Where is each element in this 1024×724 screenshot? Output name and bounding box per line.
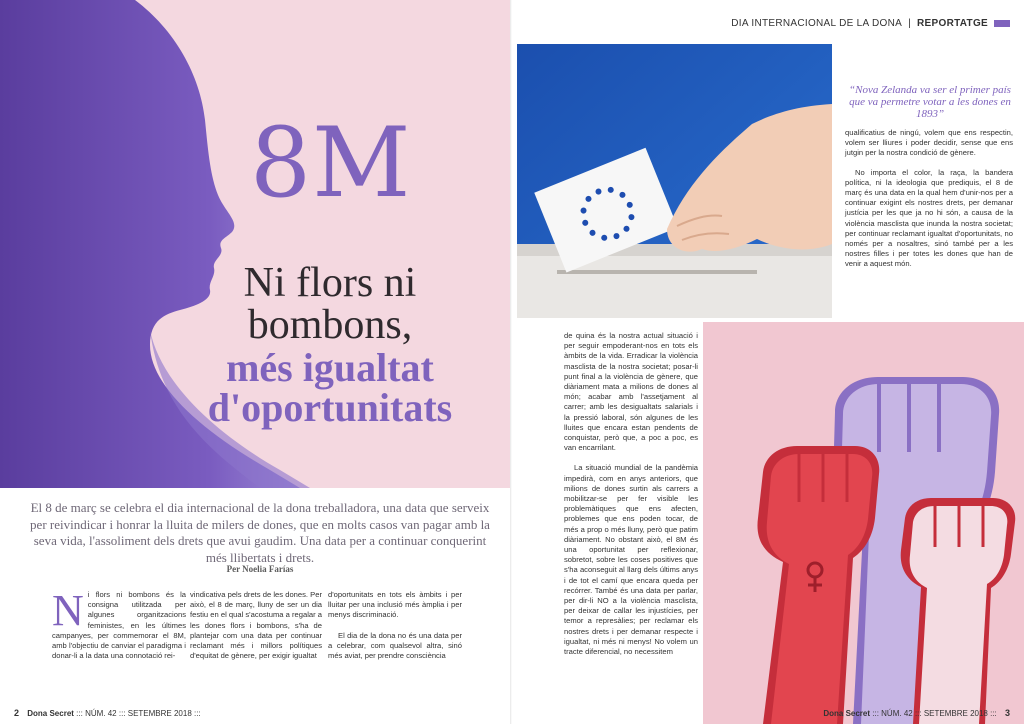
drop-cap: N	[52, 586, 84, 635]
column-2-text: vindicativa pels drets de les dones. Per això, el 8 de març, lluny de ser un dia festiu en el qual s'acostuma a regalar a les dones flors i bombons, s'ha de plantejar com una data per continuar reclamant més i millors polítiques d'equitat de gènere, per exigir igualtat	[190, 590, 322, 661]
text-column-2	[190, 590, 322, 661]
fists-image	[703, 322, 1024, 724]
column-right-top-text: qualificatius de ningú, volem que ens respectin, volem ser lliures i poder decidir, sense que ens jutgin per la nostra condició de gènere.	[845, 128, 1013, 158]
section-header: DIA INTERNACIONAL DE LA DONA | REPORTATGE	[731, 18, 1010, 29]
page-number: 2	[14, 708, 20, 718]
text-column-3	[328, 590, 462, 661]
hero-illustration	[0, 0, 512, 488]
footer-brand: Dona Secret	[27, 709, 74, 718]
footer-brand: Dona Secret	[823, 709, 871, 718]
title-line-1: Ni flors ni	[243, 260, 417, 306]
article-title	[180, 262, 480, 428]
title-line-2: bombons,	[247, 302, 413, 348]
event-title: 8M	[250, 107, 412, 219]
raised-fists-illustration	[703, 322, 1024, 724]
title-line-4: d'oportunitats	[207, 385, 453, 430]
column-right-top-text-2: No importa el color, la raça, la bandera política, ni la ideologia que prediquis, el 8 de març és una data en la qual hem d'unir-nos per a continuar exigint els nostres drets, per demanar justícia per les que ja no hi són, a causa de la violència masclista que inunda la nostra societat; per continuar reclamant igualtat d'oportunitats, no només per a nosaltres, sinó també per a les nostres filles i per totes les dones que han de venir a aquest món.	[845, 167, 1013, 269]
column-middle-text-1: de quina és la nostra actual situació i per seguir empoderant-nos en tots els àmbits de la vida. Erradicar la violència masclista de la nostra societat; posar-li punt final a la violència de gènere, que diàriament mata a milions de dones al món; acabar amb l'assetjament al carrer; amb les desigualtats salarials i la pressió laboral, són algunes de les lluites que encara estan pendents de conquistar, però que, a poc a poc, es van encarrilant.	[564, 331, 698, 453]
footer-left	[14, 708, 201, 718]
column-1-text: i flors ni bombons és la consigna utilitzada per algunes organitzacions feministes, en les últimes campanyes, per commemorar el 8M, amb l'objectiu de canviar el paradigma i donar-li a la data una connotació rei-	[52, 590, 186, 661]
ballot-photo	[517, 44, 832, 318]
author-byline: Per Noelia Farías	[226, 564, 294, 574]
column-3-text-a: d'oportunitats en tots els àmbits i per lluitar per una inclusió més àmplia i per menys discriminació.	[328, 590, 462, 620]
column-middle-text-2: La situació mundial de la pandèmia impedirà, com en anys anteriors, que milions de dones surtin als carrers a mobilitzar-se per fer visible les problemàtiques que ens afecten, problemes que ens poden tocar, de més a prop o més lluny, però que patim diàriament. No obstant això, el 8M és una oportunitat per reflexionar, sobretot, sobre les coses positives que s'ha aconseguit al llarg dels últims anys i de tot el camí que encara queda per recórrer. També és una data per parlar, per dir-li NO a la violència masclista, per deixar de callar les injustícies, per temor a represàlies; per reclamar els nostres drets i per demanar respecte i igualtat, ni més ni menys! No volem un tracte diferencial, no necessitem	[564, 463, 698, 657]
title-line-3: més igualtat	[226, 345, 434, 390]
lead-paragraph: El 8 de març se celebra el dia internacional de la dona treballadora, una data que serveix per reivindicar i honrar la lluita de milers de dones, que en molts casos van pagar amb la seva vida, l'assoliment dels drets que avui gaudim. Una data per a continuar conquerint més llibertats i drets.	[30, 500, 490, 565]
text-column-middle	[564, 331, 698, 657]
section-name: DIA INTERNACIONAL DE LA DONA	[731, 18, 903, 29]
section-category: REPORTATGE	[917, 18, 988, 29]
footer-issue: ::: NÚM. 42 ::: SETEMBRE 2018 :::	[872, 709, 997, 718]
page-number: 3	[1004, 708, 1010, 718]
accent-bar	[994, 20, 1010, 27]
footer-right	[823, 708, 1010, 718]
column-3-text-b: El dia de la dona no és una data per a celebrar, com qualsevol altra, sinó més aviat, per prendre consciència	[328, 630, 462, 661]
footer-issue: ::: NÚM. 42 ::: SETEMBRE 2018 :::	[76, 709, 201, 718]
right-page	[512, 0, 1024, 724]
ballot-box-image	[517, 44, 832, 318]
text-column-right-top	[845, 128, 1013, 270]
text-column-1	[52, 586, 186, 661]
pull-quote: “Nova Zelanda va ser el primer país que va permetre votar a les dones en 1893”	[849, 84, 1011, 120]
